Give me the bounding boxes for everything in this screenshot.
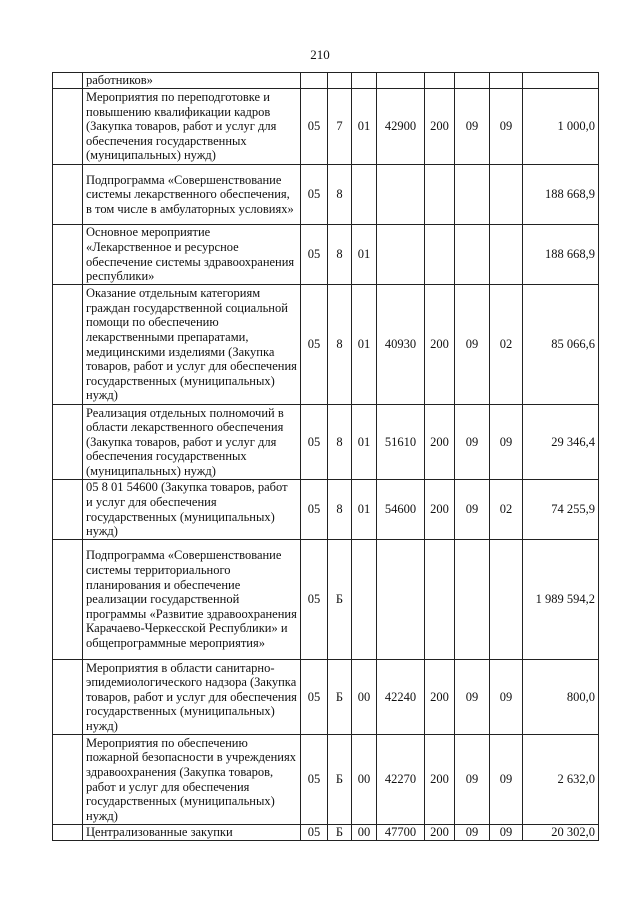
table-row	[53, 825, 599, 841]
direction-code-cell: 40930	[377, 285, 425, 405]
section-cell: 09	[455, 89, 490, 165]
table-row	[53, 405, 599, 480]
item-name-cell: Подпрограмма «Совершенствование системы территориального планирования и обеспечение реализации государственной программы «Развитие здравоохранения Карачаево-Черкесской Республики» и общепрограммные мероприятия»	[83, 540, 301, 660]
measure-code-cell: 01	[352, 480, 377, 540]
subprogram-code-cell: 8	[328, 225, 352, 285]
section-cell: 09	[455, 285, 490, 405]
table-row	[53, 540, 599, 660]
subprogram-code-cell: 8	[328, 480, 352, 540]
section-code-cell: 05	[301, 480, 328, 540]
index-cell	[53, 89, 83, 165]
item-name-cell: Основное мероприятие «Лекарственное и ресурсное обеспечение системы здравоохранения республики»	[83, 225, 301, 285]
measure-code-cell: 00	[352, 735, 377, 825]
expense-type-cell	[425, 165, 455, 225]
subsection-cell	[490, 73, 523, 89]
direction-code-cell	[377, 73, 425, 89]
section-code-cell: 05	[301, 405, 328, 480]
section-code-cell: 05	[301, 89, 328, 165]
section-cell	[455, 225, 490, 285]
amount-cell: 1 989 594,2	[523, 540, 599, 660]
item-name-cell: Мероприятия в области санитарно-эпидемиологического надзора (Закупка товаров, работ и услуг для обеспечения государственных (муниципальных) нужд)	[83, 660, 301, 735]
item-name-cell: Оказание отдельным категориям граждан государственной социальной помощи по обеспечению лекарственными препаратами, медицинскими изделиями (Закупка товаров, работ и услуг для обеспечения государственных (муниципальных) нужд)	[83, 285, 301, 405]
subprogram-code-cell: Б	[328, 540, 352, 660]
section-code-cell: 05	[301, 285, 328, 405]
section-cell: 09	[455, 735, 490, 825]
subprogram-code-cell: 8	[328, 165, 352, 225]
expense-type-cell: 200	[425, 735, 455, 825]
section-cell: 09	[455, 660, 490, 735]
index-cell	[53, 405, 83, 480]
expense-type-cell: 200	[425, 405, 455, 480]
subprogram-code-cell: Б	[328, 660, 352, 735]
section-cell: 09	[455, 825, 490, 841]
amount-cell	[523, 73, 599, 89]
direction-code-cell: 42240	[377, 660, 425, 735]
budget-table	[52, 72, 599, 841]
section-code-cell: 05	[301, 165, 328, 225]
section-code-cell: 05	[301, 660, 328, 735]
subprogram-code-cell: 8	[328, 285, 352, 405]
table-row	[53, 660, 599, 735]
section-code-cell: 05	[301, 735, 328, 825]
table-row	[53, 225, 599, 285]
index-cell	[53, 660, 83, 735]
measure-code-cell: 01	[352, 225, 377, 285]
index-cell	[53, 73, 83, 89]
index-cell	[53, 735, 83, 825]
section-code-cell	[301, 73, 328, 89]
table-row	[53, 735, 599, 825]
amount-cell: 85 066,6	[523, 285, 599, 405]
section-cell	[455, 73, 490, 89]
page-number: 210	[310, 47, 330, 62]
table-row	[53, 89, 599, 165]
index-cell	[53, 285, 83, 405]
subsection-cell: 09	[490, 405, 523, 480]
measure-code-cell: 01	[352, 89, 377, 165]
item-name-cell: Мероприятия по переподготовке и повышению квалификации кадров (Закупка товаров, работ и услуг для обеспечения государственных (муниципальных) нужд)	[83, 89, 301, 165]
subprogram-code-cell: 7	[328, 89, 352, 165]
expense-type-cell	[425, 540, 455, 660]
expense-type-cell	[425, 73, 455, 89]
direction-code-cell: 51610	[377, 405, 425, 480]
measure-code-cell	[352, 540, 377, 660]
direction-code-cell: 47700	[377, 825, 425, 841]
direction-code-cell: 42270	[377, 735, 425, 825]
subprogram-code-cell: Б	[328, 825, 352, 841]
table-body	[53, 73, 599, 841]
direction-code-cell	[377, 540, 425, 660]
subsection-cell	[490, 540, 523, 660]
item-name-cell: Подпрограмма «Совершенствование системы лекарственного обеспечения, в том числе в амбулаторных условиях»	[83, 165, 301, 225]
index-cell	[53, 540, 83, 660]
subprogram-code-cell	[328, 73, 352, 89]
amount-cell: 2 632,0	[523, 735, 599, 825]
measure-code-cell	[352, 73, 377, 89]
subsection-cell	[490, 225, 523, 285]
subsection-cell: 09	[490, 825, 523, 841]
section-code-cell: 05	[301, 540, 328, 660]
index-cell	[53, 225, 83, 285]
expense-type-cell: 200	[425, 825, 455, 841]
subsection-cell: 02	[490, 480, 523, 540]
amount-cell: 20 302,0	[523, 825, 599, 841]
subsection-cell: 09	[490, 735, 523, 825]
section-cell: 09	[455, 405, 490, 480]
amount-cell: 188 668,9	[523, 165, 599, 225]
measure-code-cell: 01	[352, 405, 377, 480]
expense-type-cell: 200	[425, 660, 455, 735]
expense-type-cell	[425, 225, 455, 285]
direction-code-cell: 42900	[377, 89, 425, 165]
measure-code-cell: 00	[352, 660, 377, 735]
expense-type-cell: 200	[425, 89, 455, 165]
index-cell	[53, 165, 83, 225]
measure-code-cell: 01	[352, 285, 377, 405]
direction-code-cell	[377, 225, 425, 285]
table-row	[53, 73, 599, 89]
table-row	[53, 285, 599, 405]
direction-code-cell: 54600	[377, 480, 425, 540]
item-name-cell: работников»	[83, 73, 301, 89]
section-cell	[455, 540, 490, 660]
amount-cell: 74 255,9	[523, 480, 599, 540]
expense-type-cell: 200	[425, 285, 455, 405]
subprogram-code-cell: Б	[328, 735, 352, 825]
amount-cell: 800,0	[523, 660, 599, 735]
measure-code-cell: 00	[352, 825, 377, 841]
subsection-cell: 09	[490, 89, 523, 165]
amount-cell: 1 000,0	[523, 89, 599, 165]
expense-type-cell: 200	[425, 480, 455, 540]
amount-cell: 29 346,4	[523, 405, 599, 480]
index-cell	[53, 480, 83, 540]
item-name-cell: 05 8 01 54600 (Закупка товаров, работ и услуг для обеспечения государственных (муниципальных) нужд)	[83, 480, 301, 540]
measure-code-cell	[352, 165, 377, 225]
section-cell	[455, 165, 490, 225]
subsection-cell: 02	[490, 285, 523, 405]
subprogram-code-cell: 8	[328, 405, 352, 480]
table-row	[53, 165, 599, 225]
subsection-cell	[490, 165, 523, 225]
table-row	[53, 480, 599, 540]
item-name-cell: Централизованные закупки	[83, 825, 301, 841]
subsection-cell: 09	[490, 660, 523, 735]
item-name-cell: Реализация отдельных полномочий в области лекарственного обеспечения (Закупка товаров, работ и услуг для обеспечения государственных (муниципальных) нужд)	[83, 405, 301, 480]
section-code-cell: 05	[301, 225, 328, 285]
section-code-cell: 05	[301, 825, 328, 841]
direction-code-cell	[377, 165, 425, 225]
section-cell: 09	[455, 480, 490, 540]
index-cell	[53, 825, 83, 841]
item-name-cell: Мероприятия по обеспечению пожарной безопасности в учреждениях здравоохранения (Закупка товаров, работ и услуг для обеспечения государственных (муниципальных) нужд)	[83, 735, 301, 825]
amount-cell: 188 668,9	[523, 225, 599, 285]
